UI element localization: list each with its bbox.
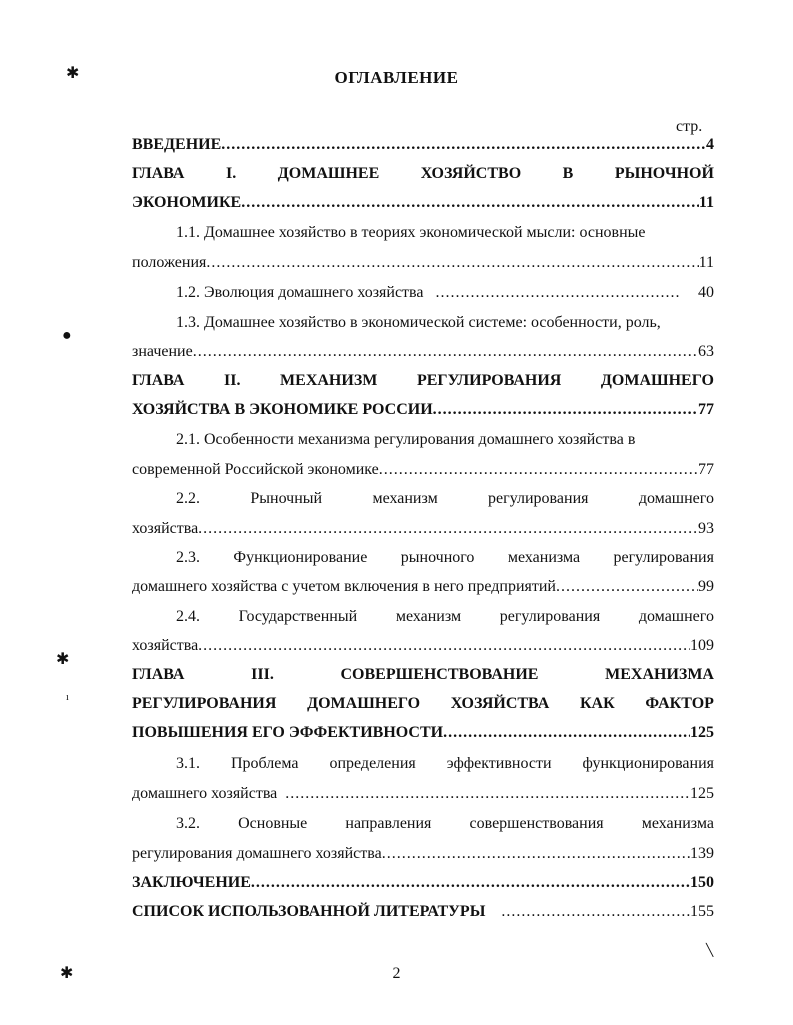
toc-section-3-2-cont <box>132 843 714 865</box>
scan-mark: ✱ <box>60 965 74 982</box>
toc-entry-page: 139 <box>690 845 714 862</box>
toc-section-3-2 <box>132 813 714 835</box>
page-column-label: стр. <box>676 118 703 135</box>
toc-entry-bibliography <box>132 901 714 923</box>
leader-dots <box>206 252 698 274</box>
leader-dots <box>193 341 698 363</box>
toc-entry-page: 125 <box>690 724 714 741</box>
toc-section-2-1 <box>132 429 714 451</box>
page-number: 2 <box>392 965 401 982</box>
word: регулирования <box>499 608 601 625</box>
word: ХОЗЯЙСТВО <box>420 165 522 182</box>
word: В <box>562 165 574 182</box>
word: Рыночный <box>250 490 323 507</box>
word: ФАКТОР <box>645 695 714 712</box>
toc-section-2-1-cont <box>132 459 714 481</box>
word: ДОМАШНЕЕ <box>277 165 380 182</box>
toc-section-2-4 <box>132 606 714 628</box>
leader-dots <box>251 872 690 894</box>
leader-dots <box>221 134 706 156</box>
toc-section-1-3-cont <box>132 341 714 363</box>
scan-mark: ● <box>62 327 72 344</box>
word: ГЛАВА <box>132 372 185 389</box>
toc-entry-page: 155 <box>690 903 714 920</box>
toc-entry-title: ВВЕДЕНИЕ <box>132 136 222 153</box>
toc-entry-page: 11 <box>698 254 714 271</box>
word: механизм <box>372 490 438 507</box>
toc-entry-title: домашнего хозяйства <box>132 785 278 802</box>
word: РЫНОЧНОЙ <box>614 165 714 182</box>
toc-chapter-1-heading <box>132 163 714 185</box>
toc-entry-title: положения <box>132 254 207 271</box>
word: МЕХАНИЗМА <box>605 666 714 683</box>
word: ДОМАШНЕГО <box>307 695 421 712</box>
toc-chapter-3-heading <box>132 664 714 686</box>
toc-entry-page: 63 <box>698 343 714 360</box>
toc-entry-title: СПИСОК ИСПОЛЬЗОВАННОЙ ЛИТЕРАТУРЫ <box>132 903 486 920</box>
toc-section-1-1-cont <box>132 252 714 274</box>
toc-section-2-2-cont <box>132 518 714 540</box>
word: 2.4. <box>176 608 200 625</box>
word: ГЛАВА <box>132 666 185 683</box>
toc-section-1-2 <box>132 282 714 304</box>
toc-section-2-3-cont <box>132 576 714 598</box>
toc-entry-title: хозяйства <box>132 637 199 654</box>
toc-section-3-1 <box>132 753 714 775</box>
word: эффективности <box>446 755 552 772</box>
toc-section-1-1 <box>132 222 714 244</box>
toc-entry-page: 40 <box>698 284 714 301</box>
word: направления <box>345 815 432 832</box>
leader-dots <box>382 843 690 865</box>
word: РЕГУЛИРОВАНИЯ <box>416 372 562 389</box>
toc-entry-page: 11 <box>698 194 714 211</box>
leader-dots <box>198 518 698 540</box>
toc-entry-title: регулирования домашнего хозяйства <box>132 845 382 862</box>
toc-chapter-2-heading <box>132 370 714 392</box>
word: Основные <box>238 815 308 832</box>
scan-mark: ✱ <box>56 651 70 668</box>
word: Функционирование <box>233 549 368 566</box>
toc-entry-title: хозяйства <box>132 520 199 537</box>
toc-section-2-2 <box>132 488 714 510</box>
toc-entry-page: 125 <box>690 785 714 802</box>
word: Государственный <box>238 608 358 625</box>
scan-mark: ✱ <box>66 65 80 82</box>
toc-chapter-2-heading-cont <box>132 399 714 421</box>
toc-entry-title: значение <box>132 343 193 360</box>
toc-entry-page: 150 <box>690 874 714 891</box>
leader-dots <box>379 459 698 481</box>
scan-mark: ı <box>66 692 69 703</box>
word: домашнего <box>638 490 714 507</box>
leader-dots <box>433 399 698 421</box>
toc-entry-page: 4 <box>706 136 714 153</box>
word: ГЛАВА <box>132 165 185 182</box>
toc-entry-conclusion <box>132 872 714 894</box>
toc-entry-title: современной Российской экономике <box>132 461 379 478</box>
page-title: ОГЛАВЛЕНИЕ <box>334 68 459 87</box>
word: 3.2. <box>176 815 200 832</box>
word: рыночного <box>400 549 475 566</box>
word: механизма <box>641 815 714 832</box>
word: КАК <box>579 695 615 712</box>
leader-dots <box>285 783 690 805</box>
toc-entry-title: домашнего хозяйства с учетом включения в него предприятий <box>132 578 556 595</box>
scan-mark: ╲ <box>706 943 714 957</box>
toc-entry-title: ХОЗЯЙСТВА В ЭКОНОМИКЕ РОССИИ <box>132 401 433 418</box>
word: РЕГУЛИРОВАНИЯ <box>132 695 277 712</box>
toc-entry-page: 77 <box>698 401 714 418</box>
toc-section-2-3 <box>132 547 714 569</box>
word: Проблема <box>230 755 299 772</box>
leader-dots <box>198 635 690 657</box>
word: определения <box>329 755 416 772</box>
word: 2.2. <box>176 490 200 507</box>
word: I. <box>226 165 237 182</box>
toc-chapter-1-heading-cont <box>132 192 714 214</box>
toc-entry-page: 99 <box>698 578 714 595</box>
leader-dots <box>436 282 681 304</box>
word: СОВЕРШЕНСТВОВАНИЕ <box>340 666 539 683</box>
word: ДОМАШНЕГО <box>600 372 714 389</box>
leader-dots <box>556 576 698 598</box>
toc-entry-page: 77 <box>698 461 714 478</box>
toc-section-2-4-cont <box>132 635 714 657</box>
word: совершенствования <box>469 815 604 832</box>
leader-dots <box>501 901 690 923</box>
leader-dots <box>443 722 690 744</box>
word: III. <box>251 666 274 683</box>
toc-entry-title: 1.1. Домашнее хозяйство в теориях экономической мысли: основные <box>176 224 646 241</box>
toc-section-1-3 <box>132 312 714 334</box>
toc-entry-title: ЭКОНОМИКЕ <box>132 194 242 211</box>
toc-entry-title: 1.3. Домашнее хозяйство в экономической системе: особенности, роль, <box>176 314 661 331</box>
word: 3.1. <box>176 755 200 772</box>
word: регулирования <box>613 549 714 566</box>
leader-dots <box>241 192 699 214</box>
word: ХОЗЯЙСТВА <box>450 695 550 712</box>
word: 2.3. <box>176 549 200 566</box>
word: МЕХАНИЗМ <box>280 372 378 389</box>
toc-entry-introduction <box>132 134 714 156</box>
toc-entry-page: 93 <box>698 520 714 537</box>
toc-entry-page: 109 <box>690 637 714 654</box>
toc-entry-title: 2.1. Особенности механизма регулирования домашнего хозяйства в <box>176 431 636 448</box>
toc-entry-title: ЗАКЛЮЧЕНИЕ <box>132 874 251 891</box>
word: II. <box>224 372 241 389</box>
word: функционирования <box>582 755 714 772</box>
toc-entry-title: 1.2. Эволюция домашнего хозяйства <box>176 284 424 301</box>
toc-section-3-1-cont <box>132 783 714 805</box>
word: механизма <box>507 549 581 566</box>
toc-chapter-3-heading-end <box>132 722 714 744</box>
word: домашнего <box>638 608 714 625</box>
toc-entry-title: ПОВЫШЕНИЯ ЕГО ЭФФЕКТИВНОСТИ <box>132 724 444 741</box>
toc-chapter-3-heading-cont <box>132 693 714 715</box>
word: регулирования <box>488 490 589 507</box>
word: механизм <box>395 608 462 625</box>
